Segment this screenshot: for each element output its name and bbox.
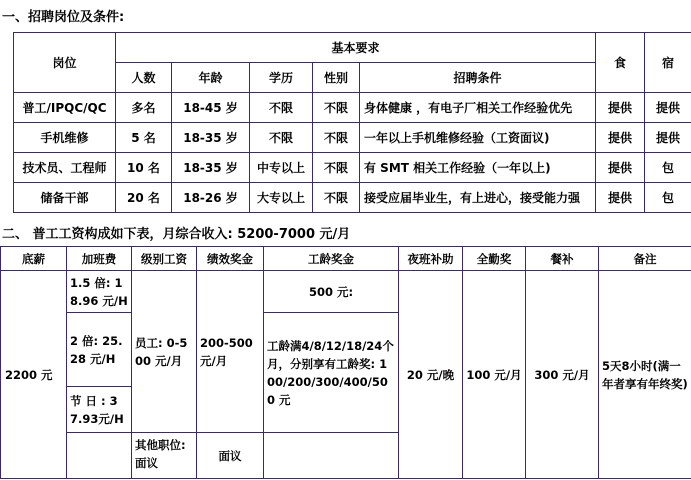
grade-other: 其他职位: 面议 — [132, 433, 197, 479]
attendance-value: 100 元/月 — [463, 271, 526, 479]
cell-gender: 不限 — [313, 153, 360, 183]
cell-food: 提供 — [596, 183, 645, 213]
header-seniority: 工龄奖金 — [264, 247, 399, 271]
cell-food: 提供 — [596, 123, 645, 153]
cell-lodging: 包 — [645, 153, 691, 183]
cell-position: 技术员、工程师 — [14, 153, 116, 183]
cell-position: 普工/IPQC/QC — [14, 93, 116, 123]
cell-lodging: 提供 — [645, 93, 691, 123]
header-age: 年龄 — [172, 63, 250, 93]
header-gender: 性别 — [313, 63, 360, 93]
header-attendance: 全勤奖 — [463, 247, 526, 271]
header-overtime: 加班费 — [67, 247, 132, 271]
header-count: 人数 — [116, 63, 172, 93]
cell-age: 18-35 岁 — [172, 153, 250, 183]
base-value: 2200 元 — [1, 271, 67, 479]
cell-education: 中专以上 — [250, 153, 313, 183]
cell-lodging: 包 — [645, 183, 691, 213]
table-row — [14, 123, 691, 153]
header-position: 岗位 — [14, 33, 116, 93]
cell-conditions: 有 SMT 相关工作经验（一年以上) — [360, 153, 596, 183]
cell-conditions: 身体健康 ，有电子厂相关工作经验优先 — [360, 93, 596, 123]
table-row — [14, 93, 691, 123]
cell-education: 不限 — [250, 93, 313, 123]
cell-gender: 不限 — [313, 93, 360, 123]
notes-value: 5天8小时(满一年者享有年终奖) — [599, 271, 691, 479]
header-notes: 备注 — [599, 247, 691, 271]
cell-age: 18-26 岁 — [172, 183, 250, 213]
performance-main: 200-500 元/月 — [197, 271, 264, 433]
cell-count: 10 名 — [116, 153, 172, 183]
section1-heading: 一、招聘岗位及条件: — [2, 10, 125, 25]
cell-lodging: 提供 — [645, 123, 691, 153]
overtime-blank — [67, 433, 132, 479]
header-night: 夜班补助 — [399, 247, 463, 271]
performance-other: 面议 — [197, 433, 264, 479]
header-conditions: 招聘条件 — [360, 63, 596, 93]
cell-age: 18-45 岁 — [172, 93, 250, 123]
cell-count: 20 名 — [116, 183, 172, 213]
cell-conditions: 一年以上手机维修经验（工资面议) — [360, 123, 596, 153]
cell-food: 提供 — [596, 93, 645, 123]
cell-education: 不限 — [250, 123, 313, 153]
cell-position: 储备干部 — [14, 183, 116, 213]
overtime-item: 1.5 倍: 18.96 元/H — [67, 271, 132, 313]
header-food: 食 — [596, 33, 645, 93]
seniority-text: 工龄满4/8/12/18/24个月，分别享有工龄奖: 100/200/300/400/500 元 — [264, 313, 399, 433]
overtime-item: 2 倍: 25.28 元/H — [67, 313, 132, 387]
overtime-item: 节 日 : 37.93元/H — [67, 387, 132, 433]
cell-count: 多名 — [116, 93, 172, 123]
grade-main: 员工: 0-500 元/月 — [132, 271, 197, 433]
night-value: 20 元/晚 — [399, 271, 463, 479]
cell-count: 5 名 — [116, 123, 172, 153]
header-performance: 绩效奖金 — [197, 247, 264, 271]
header-base: 底薪 — [1, 247, 67, 271]
cell-education: 大专以上 — [250, 183, 313, 213]
section2-heading: 二、 普工工资构成如下表，月综合收入: 5200-7000 元/月 — [2, 227, 351, 242]
seniority-blank — [264, 433, 399, 479]
cell-age: 18-35 岁 — [172, 123, 250, 153]
meal-value: 300 元/月 — [526, 271, 599, 479]
cell-food: 提供 — [596, 153, 645, 183]
header-education: 学历 — [250, 63, 313, 93]
header-meal: 餐补 — [526, 247, 599, 271]
cell-gender: 不限 — [313, 183, 360, 213]
seniority-top: 500 元: — [264, 271, 399, 313]
recruitment-table — [13, 32, 691, 213]
header-basic-requirements: 基本要求 — [116, 33, 596, 63]
table-row — [14, 153, 691, 183]
cell-conditions: 接受应届毕业生，有上进心，接受能力强 — [360, 183, 596, 213]
cell-gender: 不限 — [313, 123, 360, 153]
header-lodging: 宿 — [645, 33, 691, 93]
cell-position: 手机维修 — [14, 123, 116, 153]
header-grade: 级别工资 — [132, 247, 197, 271]
salary-table — [0, 246, 691, 479]
table-row — [14, 183, 691, 213]
